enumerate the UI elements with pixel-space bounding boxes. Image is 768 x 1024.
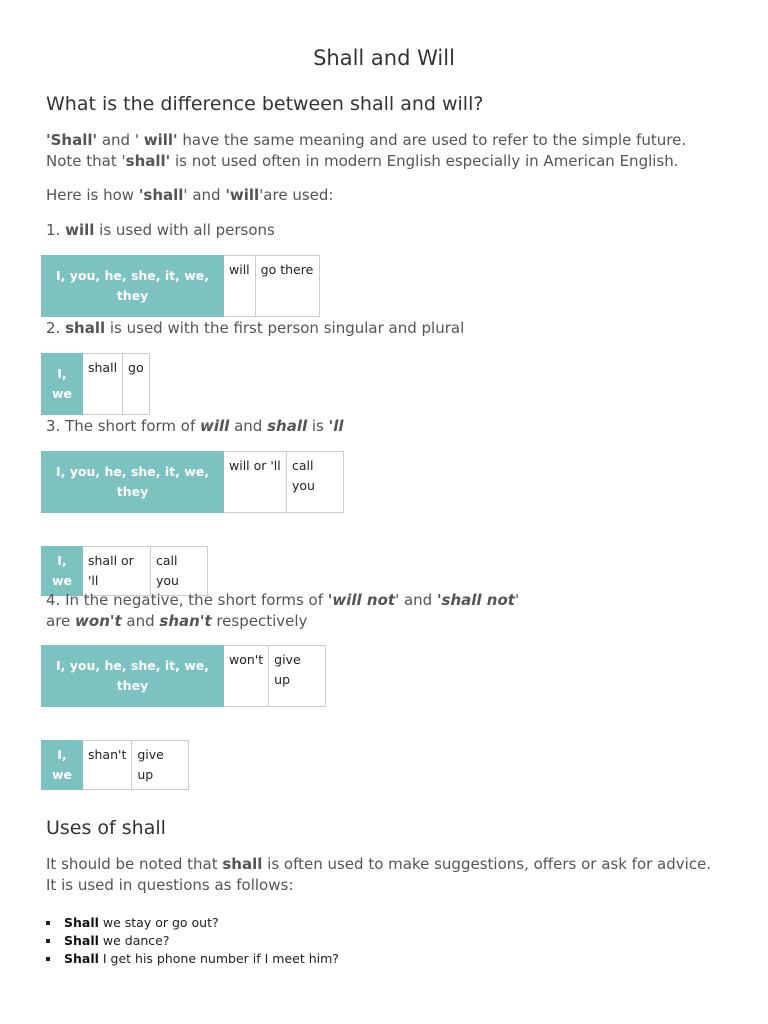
example-text: we stay or go out?: [98, 915, 219, 930]
table-will-all-persons: [41, 255, 320, 317]
table-row: [42, 452, 344, 513]
example-shall: Shall: [64, 915, 99, 930]
how-mid: ' and: [183, 186, 226, 204]
rule-1-word: will: [65, 221, 95, 239]
auxiliary-cell: will: [224, 256, 256, 317]
pronoun-cell: I, you, he, she, it, we, they: [42, 256, 224, 317]
table-will-short-form: [41, 451, 344, 513]
auxiliary-cell: shall or 'll: [83, 547, 151, 596]
rule-3-pre: 3. The short form of: [46, 417, 201, 435]
pronoun-cell: I, you, he, she, it, we, they: [42, 646, 224, 707]
how-shall: 'shall: [138, 186, 184, 204]
verb-cell: give up: [269, 646, 326, 707]
auxiliary-cell: shan't: [83, 741, 132, 790]
pronoun-cell: I, we: [42, 354, 83, 415]
verb-cell: call you: [287, 452, 344, 513]
intro-text-a: and ': [97, 131, 144, 149]
verb-cell: give up: [132, 741, 189, 790]
heading-uses-of-shall: Uses of shall: [46, 817, 166, 839]
intro-text-b: have the same meaning and are used to refer to the simple future. Note that ': [46, 131, 687, 170]
table-shant: [41, 740, 189, 790]
intro-text-c: is not used often in modern English especially in American English.: [170, 152, 679, 170]
how-will: 'will: [225, 186, 260, 204]
table-shall-short-form: [41, 546, 208, 596]
rule-4-wont: won't: [75, 612, 122, 630]
page-title: Shall and Will: [313, 46, 455, 70]
rule-1-num: 1.: [46, 221, 66, 239]
rule-4-will-not: 'will not: [327, 591, 396, 609]
rule-1-rest: is used with all persons: [94, 221, 275, 239]
uses-pre: It should be noted that: [46, 855, 223, 873]
table-wont: [41, 645, 326, 707]
intro-paragraph: [46, 130, 726, 172]
rule-3-shall: shall: [267, 417, 308, 435]
verb-cell: go there: [255, 256, 319, 317]
example-text: we dance?: [98, 933, 170, 948]
rule-4-close: ': [514, 591, 520, 609]
auxiliary-cell: won't: [224, 646, 269, 707]
table-shall-first-person: [41, 353, 150, 415]
rule-2-word: shall: [65, 319, 106, 337]
rule-1: [46, 220, 726, 241]
rule-3-will: will: [200, 417, 230, 435]
rule-4: [46, 590, 546, 632]
auxiliary-cell: will or 'll: [224, 452, 287, 513]
list-item: [46, 932, 339, 950]
rule-3: [46, 416, 726, 437]
rule-4-and: and: [121, 612, 160, 630]
uses-paragraph: [46, 854, 726, 896]
rule-4-resp: respectively: [211, 612, 308, 630]
rule-4-pre: 4. In the negative, the short forms of: [46, 591, 328, 609]
how-pre: Here is how: [46, 186, 139, 204]
rule-3-and: and: [229, 417, 268, 435]
intro-will: will': [143, 131, 178, 149]
uses-shall: shall: [222, 855, 263, 873]
table-row: [42, 741, 189, 790]
auxiliary-cell: shall: [83, 354, 123, 415]
rule-3-ll: 'll: [328, 417, 344, 435]
how-used-line: [46, 185, 726, 206]
how-post: 'are used:: [259, 186, 334, 204]
example-shall: Shall: [64, 951, 99, 966]
pronoun-cell: I, we: [42, 741, 83, 790]
rule-3-is: is: [307, 417, 329, 435]
intro-shall-2: shall': [125, 152, 171, 170]
rule-4-mid: ' and: [395, 591, 437, 609]
list-item: [46, 950, 339, 968]
pronoun-cell: I, you, he, she, it, we, they: [42, 452, 224, 513]
rule-2: [46, 318, 726, 339]
uses-rest: is often used to make suggestions, offers or ask for advice. It is used in questions as follows:: [46, 855, 712, 894]
verb-cell: go: [123, 354, 150, 415]
pronoun-cell: I, we: [42, 547, 83, 596]
example-shall: Shall: [64, 933, 99, 948]
table-row: [42, 646, 326, 707]
intro-shall: 'Shall': [46, 131, 98, 149]
table-row: [42, 547, 208, 596]
table-row: [42, 256, 320, 317]
rule-2-num: 2.: [46, 319, 66, 337]
list-item: [46, 914, 339, 932]
example-text: I get his phone number if I meet him?: [98, 951, 339, 966]
table-row: [42, 354, 150, 415]
examples-list: [46, 914, 339, 968]
rule-4-shall-not: 'shall not: [436, 591, 515, 609]
rule-4-are: are: [46, 612, 76, 630]
heading-difference: What is the difference between shall and will?: [46, 93, 484, 115]
verb-cell: call you: [151, 547, 208, 596]
rule-2-rest: is used with the first person singular and plural: [105, 319, 465, 337]
rule-4-shant: shan't: [159, 612, 212, 630]
